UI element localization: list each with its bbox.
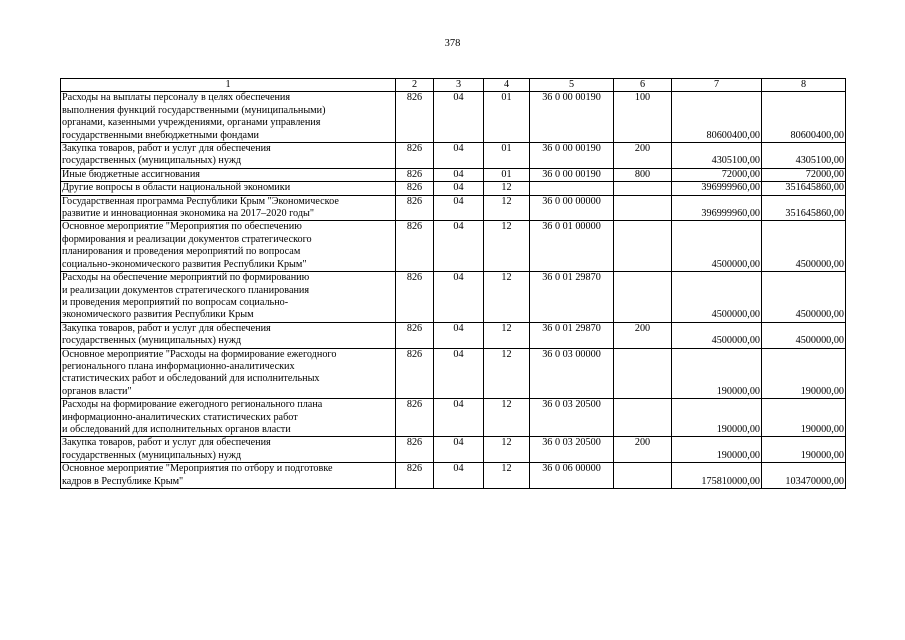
amount-year2-cell: 351645860,00 [762,195,846,221]
row-name-line: Расходы на выплаты персоналу в целях обеспечения [62,92,291,104]
header-cell: 4 [484,79,530,92]
expense-type-cell: 200 [614,437,672,463]
row-name-line: Закупка товаров, работ и услуг для обеспечения [62,322,271,334]
admin-code-cell: 826 [396,168,434,181]
amount-year1-cell: 396999960,00 [672,182,762,195]
amount-year2-cell: 4500000,00 [762,272,846,323]
subsection-code-cell: 12 [484,272,530,323]
subsection-code-cell: 01 [484,143,530,169]
row-name-line: информационно-аналитических статистических работ [62,411,298,423]
amount-year2-cell: 351645860,00 [762,182,846,195]
section-code-cell: 04 [434,221,484,272]
table-row [61,182,846,195]
table-row [61,322,846,348]
section-code-cell: 04 [434,195,484,221]
page-number: 378 [444,38,461,49]
row-name-cell [61,221,396,272]
amount-year1-cell: 4305100,00 [672,143,762,169]
target-article-cell: 36 0 01 29870 [530,272,614,323]
target-article-cell: 36 0 00 00190 [530,92,614,143]
row-name-cell [61,399,396,437]
header-cell: 8 [762,79,846,92]
target-article-cell: 36 0 00 00000 [530,195,614,221]
subsection-code-cell: 12 [484,221,530,272]
expense-type-cell [614,463,672,489]
row-name-line: Основное мероприятие "Мероприятия по обеспечению [62,221,302,233]
target-article-cell: 36 0 03 20500 [530,399,614,437]
expense-type-cell [614,182,672,195]
amount-year1-cell: 190000,00 [672,437,762,463]
admin-code-cell: 826 [396,143,434,169]
target-article-cell: 36 0 00 00190 [530,143,614,169]
expense-type-cell: 100 [614,92,672,143]
row-name-line: Закупка товаров, работ и услуг для обеспечения [62,437,271,449]
section-code-cell: 04 [434,399,484,437]
row-name-cell [61,437,396,463]
row-name-line: социально-экономического развития Республики Крым" [62,258,307,270]
row-name-line: государственных (муниципальных) нужд [62,155,242,167]
admin-code-cell: 826 [396,348,434,399]
target-article-cell: 36 0 03 00000 [530,348,614,399]
table-row [61,168,846,181]
header-cell: 3 [434,79,484,92]
amount-year2-cell: 190000,00 [762,348,846,399]
row-name-line: государственных (муниципальных) нужд [62,449,242,461]
row-name-line: регионального плана информационно-аналитических [62,360,295,372]
table-row [61,272,846,323]
row-name-line: и проведения мероприятий по вопросам социально- [62,296,289,308]
header-cell: 2 [396,79,434,92]
amount-year1-cell: 190000,00 [672,399,762,437]
row-name-line: Основное мероприятие "Расходы на формирование ежегодного [62,348,337,360]
section-code-cell: 04 [434,437,484,463]
section-code-cell: 04 [434,92,484,143]
expense-type-cell [614,221,672,272]
amount-year1-cell: 175810000,00 [672,463,762,489]
table-row [61,195,846,221]
section-code-cell: 04 [434,272,484,323]
row-name-cell [61,92,396,143]
row-name-line: государственных (муниципальных) нужд [62,335,242,347]
amount-year2-cell: 4500000,00 [762,322,846,348]
section-code-cell: 04 [434,168,484,181]
admin-code-cell: 826 [396,182,434,195]
row-name-line: и обследований для исполнительных органов власти [62,423,291,435]
row-name-cell [61,322,396,348]
amount-year1-cell: 80600400,00 [672,92,762,143]
row-name-line: Основное мероприятие "Мероприятия по отбору и подготовке [62,463,333,475]
expense-type-cell: 200 [614,322,672,348]
header-cell: 1 [61,79,396,92]
amount-year1-cell: 72000,00 [672,168,762,181]
row-name-line: планирования и проведения мероприятий по вопросам [62,246,301,258]
section-code-cell: 04 [434,143,484,169]
section-code-cell: 04 [434,322,484,348]
row-name-line: Другие вопросы в области национальной экономики [62,182,291,194]
admin-code-cell: 826 [396,463,434,489]
row-name-line: Закупка товаров, работ и услуг для обеспечения [62,143,271,155]
row-name-line: органов власти" [62,385,132,397]
table-row [61,437,846,463]
amount-year2-cell: 4305100,00 [762,143,846,169]
header-cell: 7 [672,79,762,92]
admin-code-cell: 826 [396,221,434,272]
section-code-cell: 04 [434,182,484,195]
amount-year2-cell: 4500000,00 [762,221,846,272]
subsection-code-cell: 12 [484,399,530,437]
expense-type-cell: 200 [614,143,672,169]
row-name-line: Расходы на формирование ежегодного регионального плана [62,399,323,411]
row-name-line: органами, казенными учреждениями, органами управления [62,117,321,129]
amount-year1-cell: 4500000,00 [672,221,762,272]
admin-code-cell: 826 [396,437,434,463]
expense-type-cell [614,195,672,221]
subsection-code-cell: 12 [484,348,530,399]
row-name-line: статистических работ и обследований для исполнительных [62,373,320,385]
row-name-line: экономического развития Республики Крым [62,309,254,321]
admin-code-cell: 826 [396,272,434,323]
row-name-cell [61,168,396,181]
target-article-cell: 36 0 01 29870 [530,322,614,348]
amount-year2-cell: 190000,00 [762,399,846,437]
subsection-code-cell: 12 [484,437,530,463]
table-header-row [61,79,846,92]
amount-year2-cell: 190000,00 [762,437,846,463]
row-name-cell [61,348,396,399]
target-article-cell: 36 0 03 20500 [530,437,614,463]
amount-year2-cell: 72000,00 [762,168,846,181]
row-name-cell [61,182,396,195]
row-name-line: формирования и реализации документов стратегического [62,233,312,245]
admin-code-cell: 826 [396,399,434,437]
table-row [61,348,846,399]
subsection-code-cell: 01 [484,168,530,181]
header-cell: 5 [530,79,614,92]
section-code-cell: 04 [434,348,484,399]
expense-type-cell: 800 [614,168,672,181]
subsection-code-cell: 12 [484,463,530,489]
header-cell: 6 [614,79,672,92]
target-article-cell: 36 0 06 00000 [530,463,614,489]
row-name-cell [61,195,396,221]
row-name-cell [61,143,396,169]
admin-code-cell: 826 [396,92,434,143]
table-row [61,463,846,489]
expense-type-cell [614,399,672,437]
subsection-code-cell: 12 [484,195,530,221]
table-row [61,399,846,437]
table-row [61,92,846,143]
subsection-code-cell: 12 [484,322,530,348]
amount-year1-cell: 4500000,00 [672,272,762,323]
budget-table [60,78,846,489]
row-name-line: Иные бюджетные ассигнования [62,168,200,180]
subsection-code-cell: 01 [484,92,530,143]
amount-year1-cell: 396999960,00 [672,195,762,221]
admin-code-cell: 826 [396,322,434,348]
target-article-cell: 36 0 01 00000 [530,221,614,272]
target-article-cell [530,182,614,195]
amount-year1-cell: 4500000,00 [672,322,762,348]
expense-type-cell [614,348,672,399]
row-name-cell [61,463,396,489]
target-article-cell: 36 0 00 00190 [530,168,614,181]
table-row [61,143,846,169]
amount-year2-cell: 103470000,00 [762,463,846,489]
subsection-code-cell: 12 [484,182,530,195]
row-name-line: Расходы на обеспечение мероприятий по формированию [62,272,310,284]
row-name-line: Государственная программа Республики Крым "Экономическое [62,195,339,207]
row-name-line: кадров в Республике Крым" [62,475,184,487]
row-name-cell [61,272,396,323]
row-name-line: развитие и инновационная экономика на 2017–2020 годы" [62,208,315,220]
row-name-line: государственными внебюджетными фондами [62,129,259,141]
row-name-line: выполнения функций государственными (муниципальными) [62,104,326,116]
section-code-cell: 04 [434,463,484,489]
amount-year1-cell: 190000,00 [672,348,762,399]
table-row [61,221,846,272]
amount-year2-cell: 80600400,00 [762,92,846,143]
admin-code-cell: 826 [396,195,434,221]
expense-type-cell [614,272,672,323]
row-name-line: и реализации документов стратегического планирования [62,284,310,296]
